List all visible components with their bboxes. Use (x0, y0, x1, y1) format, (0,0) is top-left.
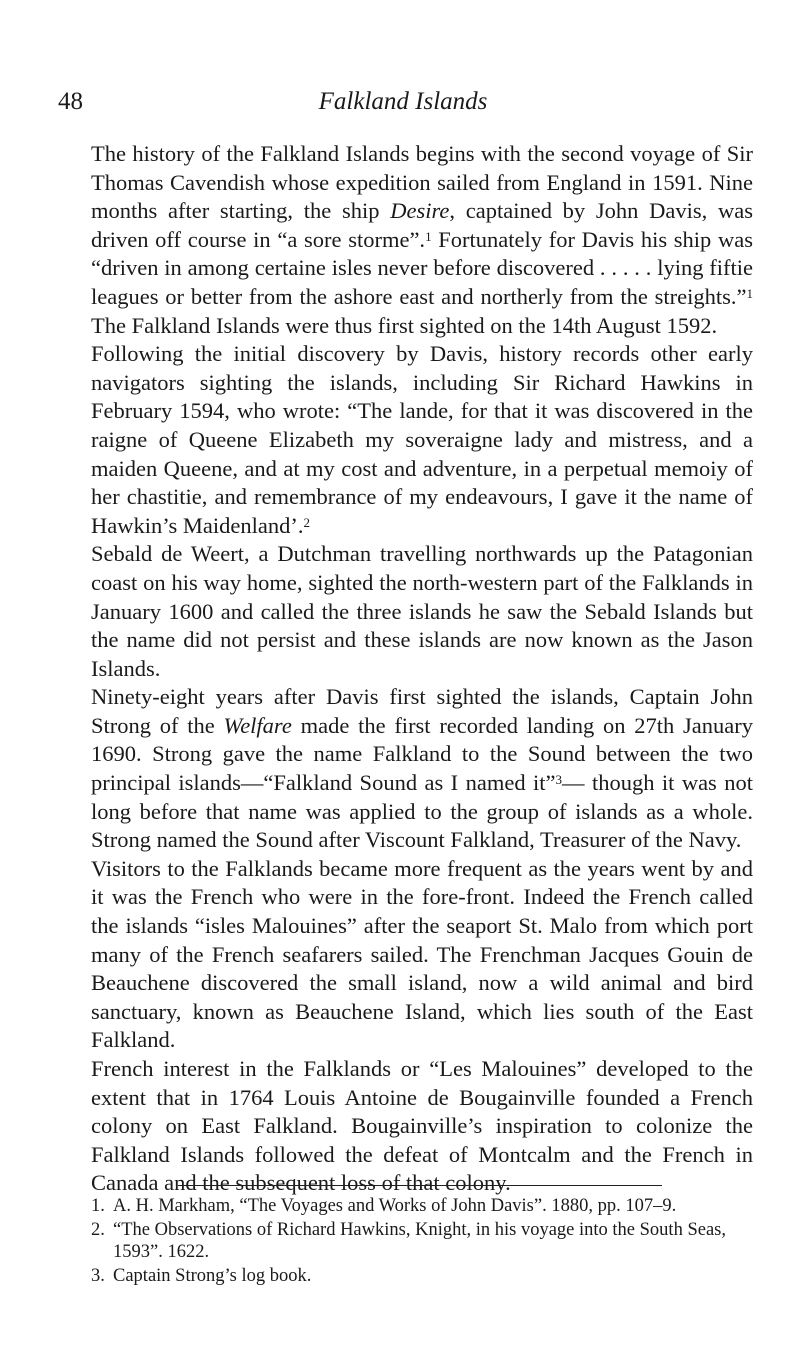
italic-text: Desire (390, 198, 450, 224)
text-segment: — though it was not long before that name was applied to the group of islands as a whole. Strong named the Sound after Viscount Falkland, Treasurer of the Navy. (91, 770, 753, 853)
text-segment: Fortunately for Davis his ship was “driven in among certaine isles never before discovered . . . . . lying fiftie leagues or better from the ashore east and northerly from the streights.” (91, 226, 753, 309)
text-segment: The history of the Falkland Islands begins with the second voyage of Sir Thomas Cavendish whose expedition sailed from England in 1591. Nine months after starting, the ship (91, 141, 753, 224)
paragraph (91, 140, 753, 340)
footnote-number: 2. (91, 1220, 105, 1240)
italic-text: Welfare (223, 712, 292, 738)
page-header (58, 88, 748, 128)
text-segment: The Falkland Islands were thus first sighted on the 14th August 1592. (91, 312, 718, 338)
paragraph (91, 1055, 753, 1198)
paragraph (91, 340, 753, 540)
footnotes (91, 1195, 753, 1289)
text-segment: Sebald de Weert, a Dutchman travelling northwards up the Patagonian coast on his way home, sighted the north-western part of the Falklands in January 1600 and called the three islands he saw the Sebald Islands but the name did not persist and these islands are now known as the Jason Islands. (91, 541, 753, 681)
text-segment: Ninety-eight years after Davis first sighted the islands, Captain John Strong of the (91, 684, 753, 738)
footnote-reference: 2 (303, 514, 310, 530)
body-text (91, 140, 753, 1198)
text-segment: made the first recorded landing on 27th January 1690. Strong gave the name Falkland to the Sound between the two principal islands—“Falkland Sound as I named it” (91, 712, 753, 796)
footnote-number: 3. (91, 1266, 105, 1286)
text-segment: , captained by John Davis, was driven off course in “a sore storme”. (91, 198, 753, 252)
text-segment: Visitors to the Falklands became more frequent as the years went by and it was the French who were in the fore-front. Indeed the French called the islands “isles Malouines” after the seaport St. Malo from which port many of the French seafarers sailed. The Frenchman Jacques Gouin de Beauchene discovered the small island, now a wild animal and bird sanctuary, known as Beauchene Island, which lies south of the East Falkland. (91, 855, 753, 1053)
paragraph (91, 540, 753, 683)
footnote (91, 1265, 753, 1287)
footnote (91, 1195, 753, 1217)
footnote (91, 1219, 753, 1263)
page-number: 48 (58, 88, 83, 115)
footnote-text: A. H. Markham, “The Voyages and Works of John Davis”. 1880, pp. 107–9. (113, 1196, 677, 1216)
footnote-text: “The Observations of Richard Hawkins, Knight, in his voyage into the South Seas, 1593”. 1622. (113, 1220, 726, 1262)
running-title: Falkland Islands (318, 88, 488, 115)
paragraph (91, 855, 753, 1055)
footnote-reference: 1 (425, 228, 432, 244)
footnote-divider (178, 1185, 662, 1186)
footnote-reference: 3 (555, 772, 563, 788)
text-segment: Following the initial discovery by Davis, history records other early navigators sighting the islands, including Sir Richard Hawkins in February 1594, who wrote: “The lande, for that it was discovered in the raigne of Queene Elizabeth my soveraigne lady and mistress, and a maiden Queene, and at my cost and adventure, in a perpetual memoiy of her chastitie, and remembrance of my endeavours, I gave it the name of Hawkin’s Maidenland’. (91, 341, 753, 538)
footnote-text: Captain Strong’s log book. (113, 1266, 312, 1286)
footnote-reference: 1 (746, 285, 753, 301)
paragraph (91, 683, 753, 855)
footnote-number: 1. (91, 1196, 105, 1216)
text-segment: French interest in the Falklands or “Les Malouines” developed to the extent that in 1764 Louis Antoine de Bougainville founded a French colony on East Falkland. Bougainville’s inspiration to colonize the Falkland Islands followed the defeat of Montcalm and the French in Canada and the subsequent loss of that colony. (91, 1056, 753, 1196)
